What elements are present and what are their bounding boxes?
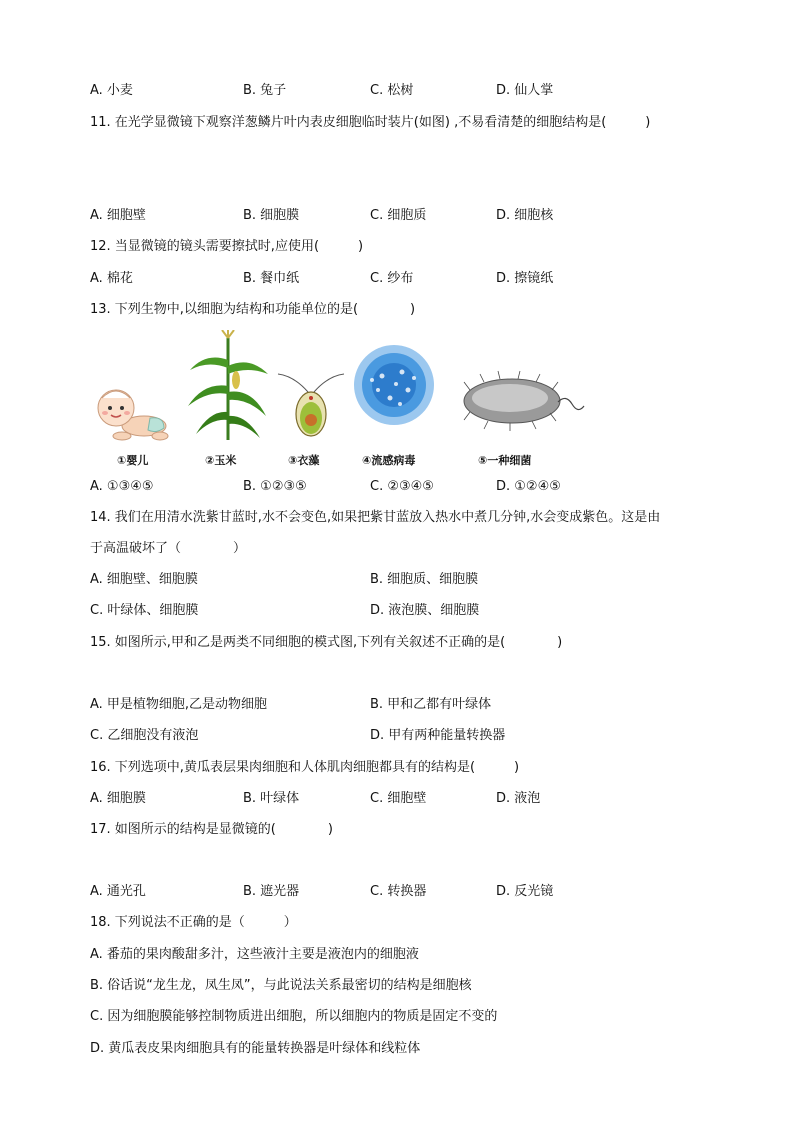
q11-stem: 11. 在光学显微镜下观察洋葱鳞片叶内表皮细胞临时装片(如图) ,不易看清楚的细胞结构是( ) [90, 115, 651, 130]
q14-stem-line-2: 于高温破坏了（ ） [90, 541, 247, 556]
q13-caption-bacterium: ⑤一种细菌 [478, 454, 532, 467]
baby-illustration [92, 382, 174, 442]
q16-option-c: C. 细胞壁 [370, 791, 427, 806]
q18-option-d: D. 黄瓜表皮果肉细胞具有的能量转换器是叶绿体和线粒体 [90, 1041, 421, 1056]
q11-option-d: D. 细胞核 [496, 208, 554, 223]
q11-option-b: B. 细胞膜 [243, 208, 300, 223]
q15-stem: 15. 如图所示,甲和乙是两类不同细胞的模式图,下列有关叙述不正确的是( ) [90, 635, 563, 650]
influenza-virus-illustration [352, 340, 436, 430]
q13-stem: 13. 下列生物中,以细胞为结构和功能单位的是( ) [90, 302, 416, 317]
q15-option-a: A. 甲是植物细胞,乙是动物细胞 [90, 697, 268, 712]
q18-option-b: B. 俗话说“龙生龙，凤生凤”，与此说法关系最密切的结构是细胞核 [90, 978, 472, 993]
q18-option-c: C. 因为细胞膜能够控制物质进出细胞，所以细胞内的物质是固定不变的 [90, 1009, 498, 1024]
q11-option-a: A. 细胞壁 [90, 208, 146, 223]
bacterium-illustration [460, 370, 586, 432]
q14-option-c: C. 叶绿体、细胞膜 [90, 603, 199, 618]
q17-option-d: D. 反光镜 [496, 884, 554, 899]
q17-option-b: B. 遮光器 [243, 884, 300, 899]
q10-option-d: D. 仙人掌 [496, 83, 554, 98]
q13-option-d: D. ①②④⑤ [496, 479, 561, 494]
chlamydomonas-illustration [276, 368, 346, 442]
q17-option-a: A. 通光孔 [90, 884, 146, 899]
q12-stem: 12. 当显微镜的镜头需要擦拭时,应使用( ) [90, 239, 364, 254]
q16-option-b: B. 叶绿体 [243, 791, 300, 806]
q16-option-a: A. 细胞膜 [90, 791, 146, 806]
q12-option-c: C. 纱布 [370, 271, 414, 286]
q10-option-b: B. 兔子 [243, 83, 287, 98]
q13-caption-corn: ②玉米 [205, 454, 237, 467]
q17-stem: 17. 如图所示的结构是显微镜的( ) [90, 822, 333, 837]
q14-option-b: B. 细胞质、细胞膜 [370, 572, 479, 587]
q12-option-a: A. 棉花 [90, 271, 133, 286]
q12-option-b: B. 餐巾纸 [243, 271, 300, 286]
q13-caption-chlamydomonas: ③衣藻 [288, 454, 320, 467]
corn-plant-illustration [186, 330, 270, 442]
q16-stem: 16. 下列选项中,黄瓜表层果肉细胞和人体肌肉细胞都具有的结构是( ) [90, 760, 520, 775]
q13-option-b: B. ①②③⑤ [243, 479, 307, 494]
q13-option-a: A. ①③④⑤ [90, 479, 154, 494]
q15-option-d: D. 甲有两种能量转换器 [370, 728, 506, 743]
q17-option-c: C. 转换器 [370, 884, 427, 899]
q14-option-d: D. 液泡膜、细胞膜 [370, 603, 480, 618]
q10-option-a: A. 小麦 [90, 83, 133, 98]
q13-caption-influenza-virus: ④流感病毒 [362, 454, 416, 467]
q13-caption-baby: ①婴儿 [117, 454, 149, 467]
q14-option-a: A. 细胞壁、细胞膜 [90, 572, 198, 587]
q18-option-a: A. 番茄的果肉酸甜多汁，这些液汁主要是液泡内的细胞液 [90, 947, 419, 962]
q14-stem-line-1: 14. 我们在用清水洗紫甘蓝时,水不会变色,如果把紫甘蓝放入热水中煮几分钟,水会变成紫色。这是由 [90, 510, 661, 525]
q13-option-c: C. ②③④⑤ [370, 479, 434, 494]
q15-option-c: C. 乙细胞没有液泡 [90, 728, 199, 743]
q11-option-c: C. 细胞质 [370, 208, 427, 223]
q16-option-d: D. 液泡 [496, 791, 541, 806]
q10-option-c: C. 松树 [370, 83, 414, 98]
q18-stem: 18. 下列说法不正确的是（ ） [90, 915, 297, 930]
q15-option-b: B. 甲和乙都有叶绿体 [370, 697, 492, 712]
q12-option-d: D. 擦镜纸 [496, 271, 554, 286]
